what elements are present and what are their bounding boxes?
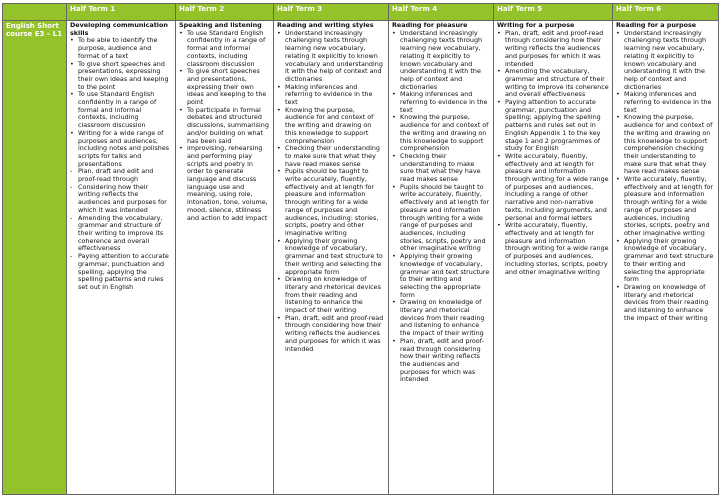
objective-item: • Plan, draft, edit and proof-read through considering how their writing reflects the audiences and purposes for which it was intended: [505, 30, 609, 69]
objective-item: • Pupils should be taught to write accurately, fluently, effectively and at length for pleasure and information through writing for a wide range of purposes and audiences, including: stories, scripts, poetry and other imaginative writing: [285, 168, 385, 237]
objective-item: • To use Standard English confidently in a range of formal and informal contexts, including classroom discussion: [78, 91, 172, 130]
objective-item: • Write accurately, fluently, effectively and at length for pleasure and information through writing for a wide range of purposes and audiences, including stories, scripts, poetry and other imaginative writing: [624, 176, 715, 238]
header-half-term-3: Half Term 3: [274, 4, 389, 21]
objective-item: • Plan, draft, edit and proof-read through considering how their writing reflects the audiences and purposes for which was intended: [400, 338, 490, 384]
objective-item: • Knowing the purpose, audience for and context of the writing and drawing on this knowledge to support comprehension checking their understanding to make sure that what they have read makes sense: [624, 114, 715, 176]
term-title: Writing for a purpose: [497, 21, 575, 29]
objective-item: - Amending the vocabulary, grammar and structure of their writing to improve its coherence and overall effectiveness: [78, 215, 172, 254]
objective-list: [616, 30, 715, 323]
header-row: [3, 4, 719, 21]
objective-item: • Understand increasingly challenging texts through learning new vocabulary, relating it explicitly to known vocabulary and understanding it with the help of context and dictionaries: [400, 30, 490, 92]
objective-item: • Drawing on knowledge of literary and rhetorical devices from their reading and listening to enhance the impact of their writing: [400, 299, 490, 338]
header-half-term-1: Half Term 1: [67, 4, 176, 21]
header-corner: [3, 4, 67, 21]
objective-item: • Paying attention to accurate grammar, punctuation and spelling; applying the spelling patterns and rules set out in English Appendix 1 to the key stage 1 and 2 programmes of study for English: [505, 99, 609, 153]
objective-list: [392, 30, 490, 384]
objective-item: • Write accurately, fluently, effectively and at length for pleasure and information through writing for a wide range of purposes and audiences, including a range of other narrative and non-narrative texts, including arguments, and personal and formal letters: [505, 153, 609, 222]
objective-item: • Write accurately, fluently, effectively and at length for pleasure and information through writing for a wide range of purposes and audiences, including stories, scripts, poetry and other imaginative writing: [505, 222, 609, 276]
content-row: [3, 21, 719, 495]
term-title: Reading for a purpose: [616, 21, 697, 29]
objective-item: • Making inferences and referring to evidence in the text: [624, 91, 715, 114]
objective-item: • Pupils should be taught to write accurately, fluently, effectively and at length for pleasure and information through writing for a wide range of purposes and audiences, including stories, scripts, poetry and other imaginative writing: [400, 184, 490, 253]
term-cell: [176, 21, 274, 495]
objective-list: [70, 37, 172, 291]
header-half-term-2: Half Term 2: [176, 4, 274, 21]
objective-item: • Understand increasingly challenging texts through learning new vocabulary, relating it explicitly to known vocabulary and understanding it with the help of context and dictionaries: [285, 30, 385, 84]
objective-list: [497, 30, 609, 277]
objective-item: - Considering how their writing reflects the audiences and purposes for which it was intended: [78, 184, 172, 215]
term-cell: [613, 21, 719, 495]
objective-item: • Applying their growing knowledge of vocabulary, grammar and text structure to their writing and selecting the appropriate form: [624, 238, 715, 284]
term-cell: [494, 21, 613, 495]
term-title: Reading and writing styles: [277, 21, 374, 29]
term-title: Reading for pleasure: [392, 21, 468, 29]
objective-item: - Plan, draft and edit and proof-read through: [78, 168, 172, 183]
objective-item: • Plan, draft, edit and proof-read through considering how their writing reflects the audiences and purposes for which it was intended: [285, 315, 385, 354]
header-half-term-6: Half Term 6: [613, 4, 719, 21]
objective-item: • Knowing the purpose, audience for and context of the writing and drawing on this knowledge to support comprehension: [400, 114, 490, 153]
header-half-term-4: Half Term 4: [389, 4, 494, 21]
objective-list: [179, 30, 270, 223]
objective-item: • Drawing on knowledge of literary and rhetorical devices from their reading and listening to enhance the impact of their writing: [624, 284, 715, 323]
objective-item: • Checking their understanding to make sure that what they have read makes sense: [400, 153, 490, 184]
objective-item: • Making inferences and referring to evidence in the text: [400, 91, 490, 114]
objective-item: • Applying their growing knowledge of vocabulary, grammar and text structure to their writing and selecting the appropriate form: [400, 253, 490, 299]
term-title: Speaking and listening: [179, 21, 262, 29]
objective-item: • Understand increasingly challenging texts through learning new vocabulary, relating it explicitly to known vocabulary and understanding it with the help of context and dictionaries: [624, 30, 715, 92]
objective-item: • Checking their understanding to make sure that what they have read makes sense: [285, 145, 385, 168]
objective-item: • improvising, rehearsing and performing play scripts and poetry in order to generate language and discuss language use and meaning, using role, intonation, tone, volume, mood, silence, stillness and action to add impact: [187, 145, 270, 222]
course-cell: English Short course E3 – L1: [3, 21, 67, 495]
term-title: Developing communication skills: [70, 21, 168, 37]
term-cell: [67, 21, 176, 495]
objective-list: [277, 30, 385, 354]
objective-item: • Making inferences and referring to evidence in the text: [285, 84, 385, 107]
objective-item: • Drawing on knowledge of literary and rhetorical devices from their reading and listening to enhance the impact of their writing: [285, 276, 385, 315]
term-cell: [274, 21, 389, 495]
objective-item: • To give short speeches and presentations, expressing their own ideas and keeping to the point: [78, 61, 172, 92]
header-half-term-5: Half Term 5: [494, 4, 613, 21]
objective-item: • To give short speeches and presentations, expressing their own ideas and keeping to the point: [187, 68, 270, 107]
term-cell: [389, 21, 494, 495]
objective-item: • Writing for a wide range of purposes and audiences, including notes and polishes scripts for talks and presentations: [78, 130, 172, 169]
objective-item: • Amending the vocabulary, grammar and structure of their writing to improve its coherence and overall effectiveness: [505, 68, 609, 99]
objective-item: - Paying attention to accurate grammar, punctuation and spelling, applying the spelling patterns and rules set out in English: [78, 253, 172, 292]
objective-item: • Applying their growing knowledge of vocabulary, grammar and text structure to their writing and selecting the appropriate form: [285, 238, 385, 277]
objective-item: • To use Standard English confidently in a range of formal and informal contexts, including classroom discussion: [187, 30, 270, 69]
curriculum-table: [2, 3, 719, 495]
objective-item: • To be able to identify the purpose, audience and format of a text: [78, 37, 172, 60]
objective-item: • Knowing the purpose, audience for and context of the writing and drawing on this knowledge to support comprehension: [285, 107, 385, 146]
objective-item: • To participate in formal debates and structured discussions, summarising and/or building on what has been said: [187, 107, 270, 146]
